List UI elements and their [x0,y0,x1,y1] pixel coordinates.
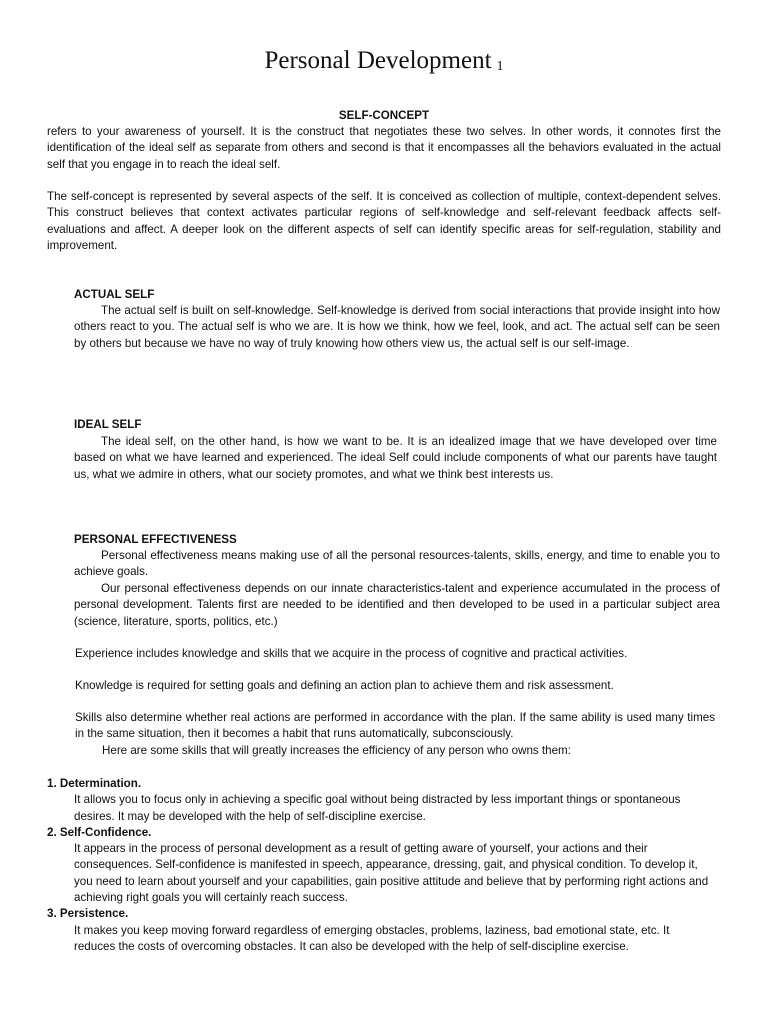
skill-item-determination [47,776,737,825]
title-text: Personal Development [264,47,492,74]
skill-item-persistence [47,906,737,955]
personal-effectiveness-heading: PERSONAL EFFECTIVENESS [74,533,237,546]
actual-self-heading: ACTUAL SELF [74,288,155,301]
ideal-self-heading: IDEAL SELF [74,418,142,431]
skill-title: 2. Self-Confidence. [47,825,152,839]
skill-title: 1. Determination. [47,777,142,790]
personal-effectiveness-paragraph-3: Experience includes knowledge and skills that we acquire in the process of cognitive and practical activities. [75,647,628,660]
skill-item-self-confidence [47,825,737,906]
skill-title: 3. Persistence. [47,907,129,921]
self-concept-paragraph-1: refers to your awareness of yourself. It is the construct that negotiates these two selves. In other words, it connotes first the identification of the ideal self as separate from others and second is that it encompasses all the behaviors evaluated in the actual self that you engage in to reach the ideal self. [47,125,721,171]
skill-description: It appears in the process of personal development as a result of getting aware of yourself, your actions and their consequences. Self-confidence is manifested in speech, appearance, dressing, gait, and physical condition. To develop it, you need to learn about yourself and your capabilities, gain positive attitude and believe that by performing right actions and achieving right goals you will certainly reach success. [74,842,709,905]
self-concept-paragraph-2: The self-concept is represented by several aspects of the self. It is conceived as collection of multiple, context-dependent selves. This construct believes that context activates particular regions of self-knowledge and self-relevant feedback affects self-evaluations and affect. A deeper look on the different aspects of self can identify specific areas for self-regulation, stability and improvement. [47,190,721,252]
page-title [0,46,768,82]
page-number: 1 [496,59,504,74]
skill-description: It allows you to focus only in achieving a specific goal without being distracted by less important things or spontaneous desires. It may be developed with the help of self-discipline exercise. [74,793,681,823]
self-concept-heading: SELF-CONCEPT [338,109,430,122]
personal-effectiveness-paragraph-4: Knowledge is required for setting goals and defining an action plan to achieve them and risk assessment. [75,679,614,692]
skills-list [47,776,737,955]
personal-effectiveness-paragraph-1: Personal effectiveness means making use of all the personal resources-talents, skills, energy, and time to enable you to achieve goals. [74,549,720,579]
personal-effectiveness-paragraph-6: Here are some skills that will greatly increases the efficiency of any person who owns them: [102,744,571,757]
personal-effectiveness-paragraph-5: Skills also determine whether real actions are performed in accordance with the plan. If the same ability is used many times in the same situation, then it becomes a habit that runs automatically, subconsciously. [75,711,715,741]
ideal-self-paragraph: The ideal self, on the other hand, is how we want to be. It is an idealized image that we have developed over time based on what we have learned and experienced. The ideal Self could include components of what our parents have taught us, what we admire in others, what our society promotes, and what we think best interests us. [74,435,717,481]
actual-self-paragraph: The actual self is built on self-knowledge. Self-knowledge is derived from social interactions that provide insight into how others react to you. The actual self is who we are. It is how we think, how we feel, look, and act. The actual self can be seen by others but because we have no way of truly knowing how others view us, the actual self is our self-image. [74,304,720,350]
personal-effectiveness-paragraph-2: Our personal effectiveness depends on our innate characteristics-talent and experience accumulated in the process of personal development. Talents first are needed to be identified and then developed to be used in a particular subject area (science, literature, sports, politics, etc.) [74,582,720,628]
skill-description: It makes you keep moving forward regardless of emerging obstacles, problems, laziness, bad emotional state, etc. It reduces the costs of overcoming obstacles. It can also be developed with the help of self-discipline exercise. [74,923,670,953]
